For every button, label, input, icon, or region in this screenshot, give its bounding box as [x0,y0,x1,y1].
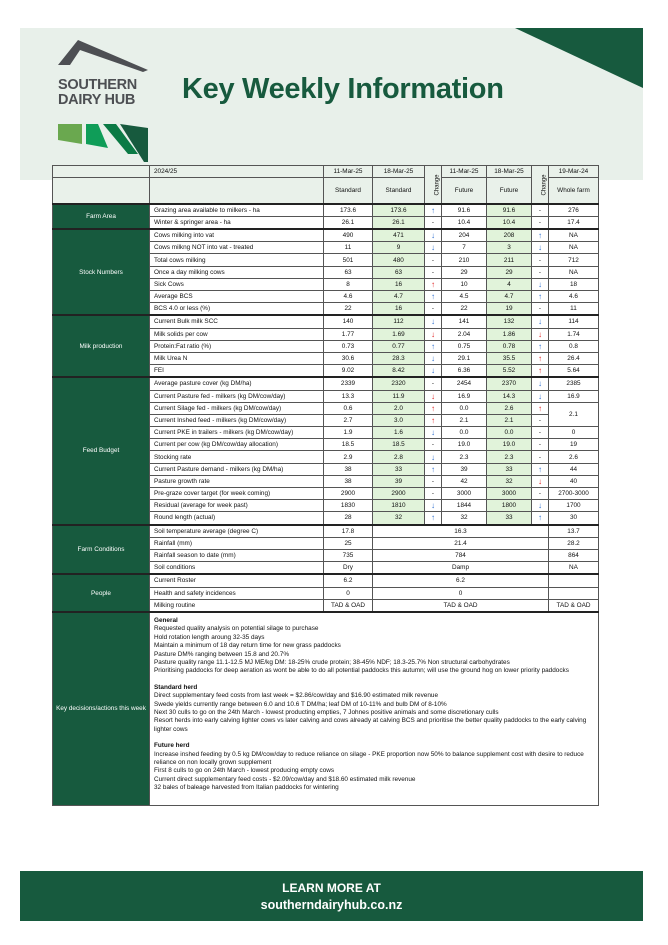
metric-label: Sick Cows [150,278,324,290]
date-future-prev: 11-Mar-25 [442,166,487,178]
value-whole-farm: 40 [549,475,599,487]
value-standard-prev: 1830 [324,500,373,512]
metric-label: Winter & springer area - ha [150,216,324,229]
metric-label: Soil conditions [150,562,324,575]
notes-section [154,684,594,734]
change---icon: - [532,216,549,229]
value-current: 784 [373,549,549,561]
value-future-prev: 16.9 [442,390,487,402]
value-future-prev: 141 [442,315,487,328]
metric-label: Average BCS [150,291,324,303]
value-standard-prev: 735 [324,549,373,561]
metric-label: Current Silage fed - milkers (kg DM/cow/day) [150,402,324,414]
metric-label: Soil temperature average (degree C) [150,525,324,538]
value-future-curr: 14.3 [487,390,532,402]
value-standard-curr: 16 [373,278,425,290]
metric-label: Average pasture cover (kg DM/ha) [150,377,324,390]
header-row-herds [53,178,599,204]
group-label: Key decisions/actions this week [53,612,150,805]
metric-label: Milk Urea N [150,352,324,364]
change---icon: - [425,254,442,266]
metric-label: Round length (actual) [150,512,324,525]
value-standard-curr: 18.5 [373,439,425,451]
value-standard-prev: 38 [324,463,373,475]
value-future-curr: 211 [487,254,532,266]
change-down-red-icon: ↓ [532,328,549,340]
table-row [53,574,599,587]
value-future-curr: 3000 [487,488,532,500]
metric-label: Current per cow (kg DM/cow/day allocation) [150,439,324,451]
group-label: Feed Budget [53,377,150,524]
value-standard-curr: 1.6 [373,427,425,439]
table-row [53,315,599,328]
change-down-icon: ↓ [425,352,442,364]
header-blank [53,178,150,204]
table-row [53,377,599,390]
page-title: Key Weekly Information [182,73,504,105]
value-future-curr: 2.6 [487,402,532,414]
change-up-icon: ↑ [532,463,549,475]
metric-label: Pasture growth rate [150,475,324,487]
value-current: Damp [373,562,549,575]
value-future-curr: 4.7 [487,291,532,303]
notes-line: Prioritising paddocks for deep aeration as wont be able to do all potential paddocks this autumn; will use the ground hog on lower priority paddocks [154,667,569,675]
metric-label: Cows milkng NOT into vat - treated [150,242,324,254]
group-label: Milk production [53,315,150,377]
value-whole-farm: 44 [549,463,599,475]
change---icon: - [425,488,442,500]
value-whole-farm [549,574,599,587]
value-future-prev: 0.75 [442,340,487,352]
change---icon: - [425,377,442,390]
value-future-prev: 10.4 [442,216,487,229]
value-future-curr: 35.5 [487,352,532,364]
notes-line: 32 bales of baleage harvested from Italian paddocks for wintering [154,784,339,792]
value-whole-farm: NA [549,229,599,242]
value-standard-curr: 2.8 [373,451,425,463]
metric-label: Cows milking into vat [150,229,324,242]
notes-line: Maintain a minimum of 18 day return time for new grass paddocks [154,642,341,650]
value-standard-curr: 28.3 [373,352,425,364]
change-up-icon: ↑ [425,463,442,475]
metric-label: Current PKE in trailers - milkers (kg DM/cow/day) [150,427,324,439]
change-down-icon: ↓ [425,242,442,254]
metric-label: Rainfall season to date (mm) [150,549,324,561]
value-standard-curr: 9 [373,242,425,254]
value-current: 16.3 [373,525,549,538]
group-label: Farm Area [53,204,150,229]
value-standard-prev: 0.6 [324,402,373,414]
value-future-curr: 5.52 [487,365,532,378]
change-down-icon: ↓ [425,365,442,378]
value-whole-farm: 30 [549,512,599,525]
change---icon: - [532,427,549,439]
change-up-icon: ↑ [425,204,442,217]
value-standard-curr: 26.1 [373,216,425,229]
value-future-prev: 32 [442,512,487,525]
change-up-icon: ↑ [425,291,442,303]
value-standard-curr: 32 [373,512,425,525]
notes-line: Hold rotation length aroung 32-35 days [154,633,265,641]
header-blank [53,166,150,178]
metric-label: Protein:Fat ratio (%) [150,340,324,352]
change-down-icon: ↓ [532,390,549,402]
metric-label: FEI [150,365,324,378]
metric-label: Stocking rate [150,451,324,463]
header-row-dates [53,166,599,178]
value-whole-farm: 11 [549,303,599,316]
notes-line: Pasture quality range 11.1-12.5 MJ ME/kg DM: 18-25% crude protein; 38-45% NDF; 18.3-25.7% Non structural carbohydrates [154,658,510,666]
notes-line: Pasture DM% ranging between 15.8 and 20.7% [154,650,289,658]
value-future-prev: 2454 [442,377,487,390]
value-standard-prev: 2.7 [324,414,373,426]
value-standard-curr: 63 [373,266,425,278]
value-whole-farm: 2.6 [549,451,599,463]
value-standard-curr: 112 [373,315,425,328]
value-standard-prev: 63 [324,266,373,278]
value-standard-curr: 1.69 [373,328,425,340]
value-standard-prev: 6.2 [324,574,373,587]
group-label: Farm Conditions [53,525,150,575]
notes-line: Next 30 culls to go on the 24th March - lowest producting empties, 7 Johnes positive animals and some discretionary culls [154,708,499,716]
key-weekly-table [52,165,599,806]
value-standard-prev: 4.6 [324,291,373,303]
value-standard-curr: 480 [373,254,425,266]
notes-line: First 8 culls to go on 24th March - lowest producing empty cows [154,767,335,775]
value-whole-farm: 17.4 [549,216,599,229]
value-future-curr: 1.86 [487,328,532,340]
key-decisions-row [53,612,599,805]
value-future-curr: 10.4 [487,216,532,229]
value-future-curr: 29 [487,266,532,278]
change-up-icon: ↑ [532,229,549,242]
value-future-curr: 19.0 [487,439,532,451]
metric-label: Current Pasture fed - milkers (kg DM/cow/day) [150,390,324,402]
value-current: TAD & OAD [373,599,549,612]
change---icon: - [532,451,549,463]
date-standard-prev: 11-Mar-25 [324,166,373,178]
value-whole-farm: 276 [549,204,599,217]
table-row [53,525,599,538]
value-standard-curr: 39 [373,475,425,487]
change-down-icon: ↓ [532,242,549,254]
metric-label: Current Bulk milk SCC [150,315,324,328]
value-future-prev: 210 [442,254,487,266]
metric-label: Milking routine [150,599,324,612]
value-whole-farm: 1.74 [549,328,599,340]
notes-line: Swede yields currently range between 6.0 and 10.6 T DM/ha; leaf DM of 10-11% and bulb DM of 8-10% [154,700,447,708]
value-whole-farm: 0.8 [549,340,599,352]
value-whole-farm: 13.7 [549,525,599,538]
notes-line: Resort herds into early calving lighter cows vs later calving and cows already at calving BCS and prioritise the better quality paddocks to the early calving lighter cows [154,717,587,733]
change---icon: - [532,439,549,451]
metric-label: Current Pasture demand - milkers (kg DM/ha) [150,463,324,475]
value-standard-prev: 22 [324,303,373,316]
value-standard-prev: 140 [324,315,373,328]
value-standard-curr: 16 [373,303,425,316]
value-current: 21.4 [373,537,549,549]
value-standard-prev: 2339 [324,377,373,390]
notes-line: Direct supplementary feed costs from last week = $2.86/cow/day and $16.90 estimated milk revenue [154,692,438,700]
group-label: People [53,574,150,612]
value-future-prev: 204 [442,229,487,242]
herd-label: Standard [324,178,373,204]
value-standard-prev: 490 [324,229,373,242]
change---icon: - [532,266,549,278]
header-banner [20,28,643,180]
change-down-icon: ↓ [425,451,442,463]
value-standard-curr: 8.42 [373,365,425,378]
value-future-prev: 4.5 [442,291,487,303]
metric-label: Milk solids per cow [150,328,324,340]
change-up-red-icon: ↑ [532,402,549,414]
value-standard-prev: 18.5 [324,439,373,451]
change-up-icon: ↑ [532,291,549,303]
value-standard-prev: 38 [324,475,373,487]
value-future-curr: 3 [487,242,532,254]
value-future-curr: 2370 [487,377,532,390]
change-down-icon: ↓ [532,377,549,390]
corner-decoration [515,28,643,88]
value-future-curr: 208 [487,229,532,242]
value-standard-prev: 28 [324,512,373,525]
value-whole-farm: 2.1 [549,402,599,426]
notes-section [154,742,594,792]
value-future-curr: 33 [487,512,532,525]
value-future-prev: 39 [442,463,487,475]
value-future-prev: 10 [442,278,487,290]
date-future-curr: 18-Mar-25 [487,166,532,178]
value-current: 6.2 [373,574,549,587]
value-future-prev: 2.1 [442,414,487,426]
change---icon: - [425,303,442,316]
change-up-red-icon: ↑ [425,414,442,426]
value-future-prev: 3000 [442,488,487,500]
season-label: 2024/25 [150,166,324,178]
value-standard-prev: 9.02 [324,365,373,378]
value-standard-curr: 0.77 [373,340,425,352]
value-future-prev: 29.1 [442,352,487,364]
value-standard-prev: 0 [324,587,373,599]
value-whole-farm: 1700 [549,500,599,512]
value-standard-prev: 11 [324,242,373,254]
notes-section-title: Standard herd [154,683,198,691]
metric-label: BCS 4.0 or less (%) [150,303,324,316]
value-future-prev: 19.0 [442,439,487,451]
value-future-curr: 91.6 [487,204,532,217]
value-future-prev: 22 [442,303,487,316]
herd-label: Whole farm [549,178,599,204]
group-label: Stock Numbers [53,229,150,315]
change-down-icon: ↓ [425,229,442,242]
value-future-curr: 32 [487,475,532,487]
herd-label: Future [487,178,532,204]
value-standard-prev: TAD & OAD [324,599,373,612]
value-standard-curr: 2320 [373,377,425,390]
key-decisions-notes [150,612,599,805]
change---icon: - [532,488,549,500]
value-whole-farm: 712 [549,254,599,266]
value-whole-farm: 114 [549,315,599,328]
value-standard-prev: 2900 [324,488,373,500]
notes-section [154,617,594,676]
logo-text: SOUTHERN DAIRY HUB [58,77,137,108]
change---icon: - [425,216,442,229]
value-whole-farm: NA [549,242,599,254]
value-standard-curr: 4.7 [373,291,425,303]
value-standard-curr: 33 [373,463,425,475]
metric-label: Total cows milking [150,254,324,266]
footer-heading: LEARN MORE AT [282,881,381,895]
value-standard-prev: 26.1 [324,216,373,229]
value-future-prev: 2.04 [442,328,487,340]
footer-banner [20,871,643,921]
change-up-icon: ↑ [425,340,442,352]
value-future-prev: 1844 [442,500,487,512]
value-future-curr: 2.3 [487,451,532,463]
change-header [532,166,549,204]
value-standard-curr: 471 [373,229,425,242]
herd-label: Standard [373,178,425,204]
value-whole-farm: 5.64 [549,365,599,378]
value-whole-farm: 2700-3000 [549,488,599,500]
metric-label: Rainfall (mm) [150,537,324,549]
change---icon: - [532,303,549,316]
change---icon: - [425,439,442,451]
change-up-red-icon: ↑ [425,278,442,290]
date-standard-curr: 18-Mar-25 [373,166,425,178]
value-future-curr: 4 [487,278,532,290]
value-standard-prev: 17.8 [324,525,373,538]
date-whole-farm: 19-Mar-24 [549,166,599,178]
change-up-icon: ↑ [532,512,549,525]
value-whole-farm: 4.6 [549,291,599,303]
value-standard-prev: 8 [324,278,373,290]
herd-label: Future [442,178,487,204]
change-up-red-icon: ↑ [532,352,549,364]
change-down-red-icon: ↓ [425,390,442,402]
metric-label: Grazing area available to milkers - ha [150,204,324,217]
notes-line: Requested quality analysis on potential silage to purchase [154,625,319,633]
value-future-prev: 29 [442,266,487,278]
metric-label: Current Roster [150,574,324,587]
metric-label: Health and safety incidences [150,587,324,599]
value-whole-farm: 18 [549,278,599,290]
value-whole-farm: 2385 [549,377,599,390]
value-whole-farm: 26.4 [549,352,599,364]
value-standard-curr: 2900 [373,488,425,500]
change-down-red-icon: ↓ [425,328,442,340]
value-future-curr: 33 [487,463,532,475]
header-blank [150,178,324,204]
change---icon: - [425,475,442,487]
change-down-icon: ↓ [532,278,549,290]
change---icon: - [425,266,442,278]
value-future-curr: 2.1 [487,414,532,426]
value-standard-curr: 173.6 [373,204,425,217]
value-future-prev: 42 [442,475,487,487]
notes-section-title: Future herd [154,742,190,750]
notes-line: Current direct supplementary feed costs - $2.09/cow/day and $18.60 estimated milk revenue [154,775,416,783]
value-future-curr: 1800 [487,500,532,512]
value-whole-farm: 19 [549,439,599,451]
change-up-icon: ↑ [425,512,442,525]
value-standard-prev: 1.77 [324,328,373,340]
southern-dairy-hub-logo [58,40,153,175]
change-down-red-icon: ↓ [532,475,549,487]
value-standard-curr: 3.0 [373,414,425,426]
change-down-icon: ↓ [425,500,442,512]
change---icon: - [532,204,549,217]
value-current: 0 [373,587,549,599]
metric-label: Residual (average for week past) [150,500,324,512]
value-whole-farm: 0 [549,427,599,439]
metric-label: Current Inshed feed - milkers (kg DM/cow/day) [150,414,324,426]
change-down-icon: ↓ [532,315,549,328]
value-whole-farm: NA [549,562,599,575]
change-up-icon: ↑ [532,340,549,352]
value-standard-prev: 1.9 [324,427,373,439]
table-row [53,204,599,217]
change---icon: - [532,254,549,266]
value-future-curr: 0.0 [487,427,532,439]
footer-website-link[interactable]: southerndairyhub.co.nz [260,898,403,912]
value-future-prev: 91.6 [442,204,487,217]
value-future-prev: 6.36 [442,365,487,378]
value-standard-prev: 501 [324,254,373,266]
value-standard-prev: Dry [324,562,373,575]
notes-line: Increase inshed feeding by 0.5 kg DM/cow/day to reduce reliance on silage - PKE proportion now 50% to balance supplement cost with desire to reduce reliance on non locally grown supplement [154,750,584,766]
table-row [53,229,599,242]
value-standard-prev: 25 [324,537,373,549]
change-label: Change [541,174,548,196]
change-up-red-icon: ↑ [532,365,549,378]
value-future-curr: 0.78 [487,340,532,352]
value-standard-prev: 30.6 [324,352,373,364]
change-down-icon: ↓ [532,500,549,512]
value-whole-farm: 16.9 [549,390,599,402]
value-future-curr: 19 [487,303,532,316]
value-future-prev: 0.0 [442,402,487,414]
change-up-red-icon: ↑ [425,402,442,414]
change-header [425,166,442,204]
metric-label: Pre-graze cover target (for week coming) [150,488,324,500]
value-standard-curr: 11.9 [373,390,425,402]
value-whole-farm: NA [549,266,599,278]
value-standard-prev: 173.6 [324,204,373,217]
value-future-prev: 2.3 [442,451,487,463]
value-standard-prev: 0.73 [324,340,373,352]
value-standard-prev: 2.9 [324,451,373,463]
value-whole-farm [549,587,599,599]
change---icon: - [532,414,549,426]
value-standard-curr: 2.0 [373,402,425,414]
change-down-icon: ↓ [425,315,442,328]
value-future-prev: 0.0 [442,427,487,439]
metric-label: Once a day milking cows [150,266,324,278]
value-future-prev: 7 [442,242,487,254]
notes-section-title: General [154,616,178,624]
value-standard-curr: 1810 [373,500,425,512]
value-whole-farm: 28.2 [549,537,599,549]
change-down-icon: ↓ [425,427,442,439]
value-whole-farm: TAD & OAD [549,599,599,612]
change-label: Change [434,174,441,196]
value-future-curr: 132 [487,315,532,328]
value-whole-farm: 864 [549,549,599,561]
value-standard-prev: 13.3 [324,390,373,402]
